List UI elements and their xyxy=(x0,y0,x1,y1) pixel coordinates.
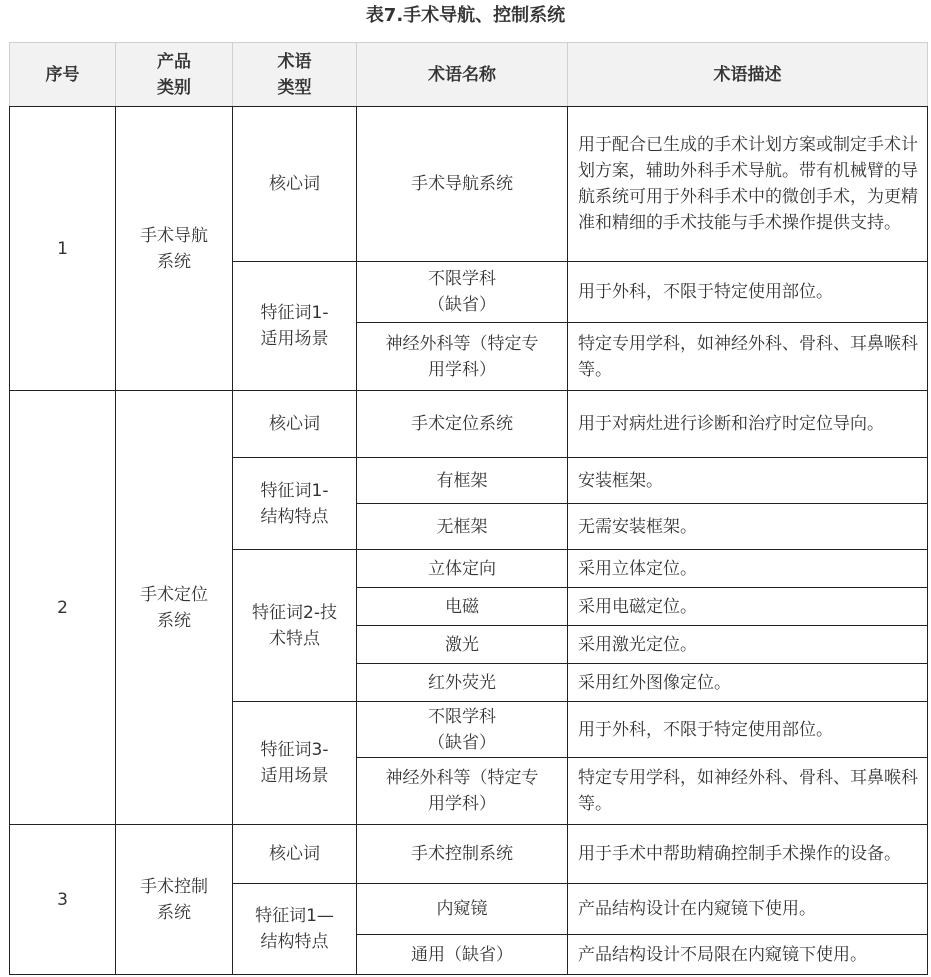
term-type-cell: 特征词1- 结构特点 xyxy=(233,458,357,550)
term-name-cell: 无框架 xyxy=(357,504,568,550)
seq-cell: 3 xyxy=(10,825,116,975)
term-desc-cell: 用于外科，不限于特定使用部位。 xyxy=(568,262,928,323)
term-name-cell: 红外荧光 xyxy=(357,664,568,702)
category-cell: 手术导航 系统 xyxy=(116,107,233,391)
term-name-cell: 不限学科 （缺省） xyxy=(357,702,568,758)
header-term-type: 术语 类型 xyxy=(233,43,357,107)
term-type-cell: 核心词 xyxy=(233,391,357,458)
header-term-name: 术语名称 xyxy=(357,43,568,107)
term-type-cell: 核心词 xyxy=(233,825,357,884)
term-type-cell: 特征词1— 结构特点 xyxy=(233,884,357,975)
term-desc-cell: 采用红外图像定位。 xyxy=(568,664,928,702)
header-row xyxy=(10,43,928,107)
term-desc-cell: 产品结构设计在内窥镜下使用。 xyxy=(568,884,928,935)
table-row xyxy=(10,107,928,262)
term-desc-cell: 采用立体定位。 xyxy=(568,550,928,588)
term-desc-cell: 用于配合已生成的手术计划方案或制定手术计划方案，辅助外科手术导航。带有机械臂的导航系统可用于外科手术中的微创手术，为更精准和精细的手术技能与手术操作提供支持。 xyxy=(568,107,928,262)
term-type-cell: 特征词2-技 术特点 xyxy=(233,550,357,702)
term-name-cell: 不限学科 （缺省） xyxy=(357,262,568,323)
category-cell: 手术控制 系统 xyxy=(116,825,233,975)
header-term-desc: 术语描述 xyxy=(568,43,928,107)
term-desc-cell: 产品结构设计不局限在内窥镜下使用。 xyxy=(568,935,928,975)
term-name-cell: 神经外科等（特定专 用学科） xyxy=(357,323,568,391)
term-desc-cell: 采用电磁定位。 xyxy=(568,588,928,626)
term-name-cell: 激光 xyxy=(357,626,568,664)
term-name-cell: 手术控制系统 xyxy=(357,825,568,884)
term-type-cell: 特征词1- 适用场景 xyxy=(233,262,357,391)
header-seq: 序号 xyxy=(10,43,116,107)
term-name-cell: 电磁 xyxy=(357,588,568,626)
term-desc-cell: 采用激光定位。 xyxy=(568,626,928,664)
terminology-table xyxy=(9,42,928,975)
term-name-cell: 手术定位系统 xyxy=(357,391,568,458)
term-type-cell: 核心词 xyxy=(233,107,357,262)
term-desc-cell: 无需安装框架。 xyxy=(568,504,928,550)
term-name-cell: 有框架 xyxy=(357,458,568,504)
table-title: 表7.手术导航、控制系统 xyxy=(365,5,566,26)
header-category: 产品 类别 xyxy=(116,43,233,107)
term-desc-cell: 特定专用学科，如神经外科、骨科、耳鼻喉科等。 xyxy=(568,323,928,391)
term-name-cell: 神经外科等（特定专 用学科） xyxy=(357,758,568,825)
term-name-cell: 通用（缺省） xyxy=(357,935,568,975)
term-name-cell: 内窥镜 xyxy=(357,884,568,935)
term-name-cell: 手术导航系统 xyxy=(357,107,568,262)
seq-cell: 2 xyxy=(10,391,116,825)
category-cell: 手术定位 系统 xyxy=(116,391,233,825)
term-desc-cell: 特定专用学科，如神经外科、骨科、耳鼻喉科等。 xyxy=(568,758,928,825)
term-desc-cell: 用于外科，不限于特定使用部位。 xyxy=(568,702,928,758)
table-row xyxy=(10,825,928,884)
table-row xyxy=(10,391,928,458)
term-name-cell: 立体定向 xyxy=(357,550,568,588)
term-type-cell: 特征词3- 适用场景 xyxy=(233,702,357,825)
term-desc-cell: 用于对病灶进行诊断和治疗时定位导向。 xyxy=(568,391,928,458)
seq-cell: 1 xyxy=(10,107,116,391)
term-desc-cell: 用于手术中帮助精确控制手术操作的设备。 xyxy=(568,825,928,884)
term-desc-cell: 安装框架。 xyxy=(568,458,928,504)
